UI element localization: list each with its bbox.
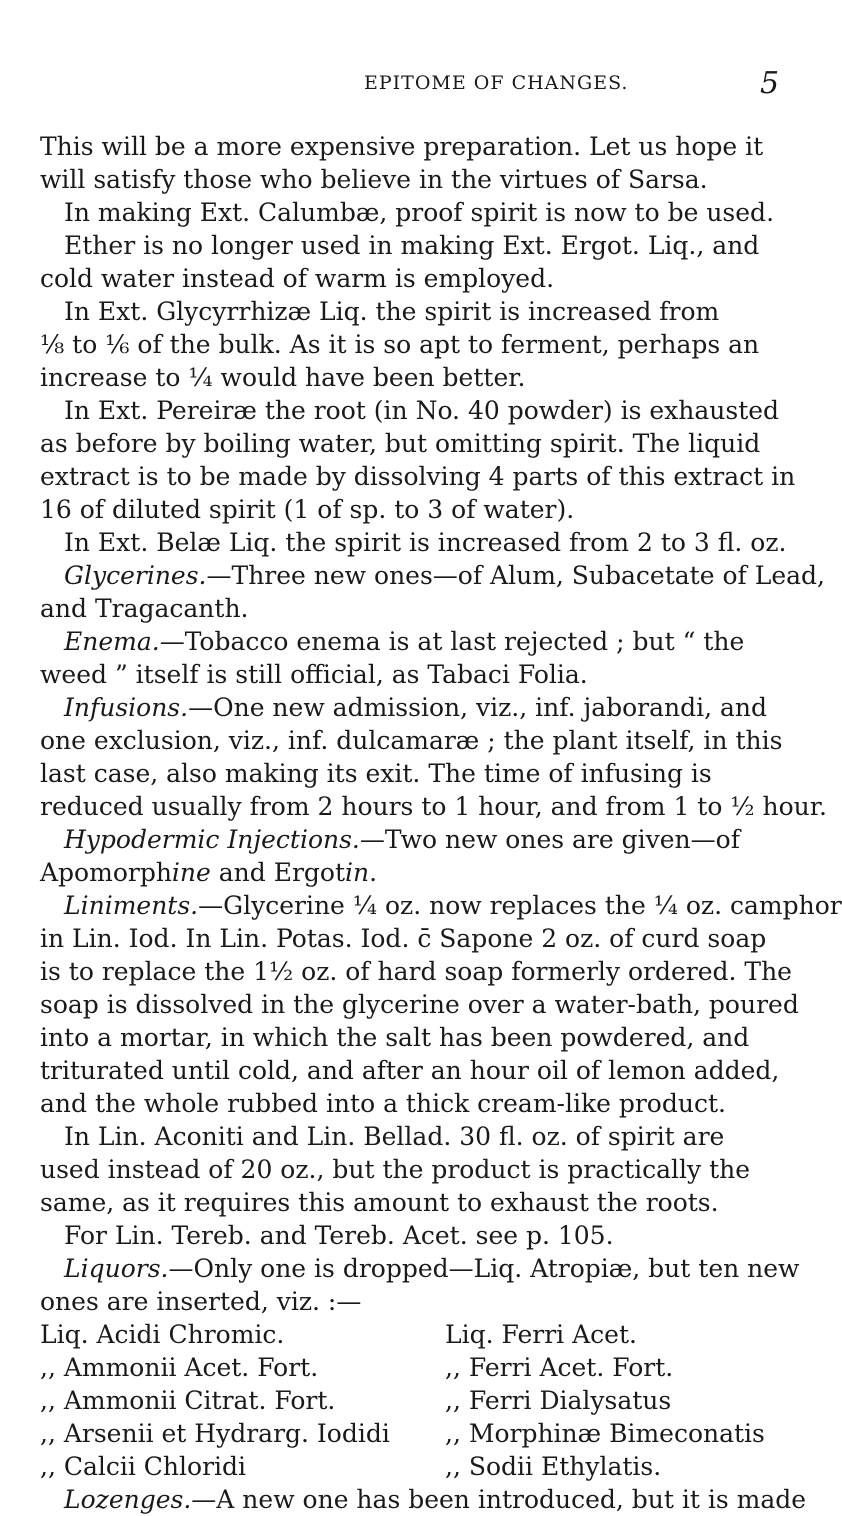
text-line: will satisfy those who believe in the virtues of Sarsa. bbox=[40, 165, 708, 194]
body-text bbox=[40, 130, 842, 1516]
text-run: —Tobacco enema is at last rejected ; but “ the bbox=[159, 627, 745, 656]
table-cell: Liq. Acidi Chromic. bbox=[40, 1320, 285, 1349]
section-heading: Glycerines. bbox=[64, 561, 207, 590]
text-line: into a mortar, in which the salt has been powdered, and bbox=[40, 1023, 750, 1052]
liniments-paragraph bbox=[40, 889, 842, 922]
table-cell: ,, Ammonii Citrat. Fort. bbox=[40, 1386, 336, 1415]
enema-paragraph bbox=[40, 625, 770, 658]
table-cell: ,, Calcii Chloridi bbox=[40, 1452, 247, 1481]
text-line: weed ” itself is still official, as Tabaci Folia. bbox=[40, 660, 588, 689]
text-line: In Ext. Belæ Liq. the spirit is increased from 2 to 3 fl. oz. bbox=[64, 528, 787, 557]
text-run: —Glycerine ¼ oz. now replaces the ¼ oz. camphor bbox=[198, 891, 842, 920]
text-run: . bbox=[369, 858, 378, 887]
text-line: Ether is no longer used in making Ext. Ergot. Liq., and bbox=[64, 231, 760, 260]
table-row bbox=[40, 1384, 770, 1417]
table-row bbox=[40, 1318, 770, 1351]
text-line: This will be a more expensive preparation. Let us hope it bbox=[40, 132, 764, 161]
page-number: 5 bbox=[760, 66, 780, 101]
section-heading: Infusions. bbox=[64, 693, 189, 722]
text-line: last case, also making its exit. The time of infusing is bbox=[40, 759, 712, 788]
section-heading: Enema. bbox=[64, 627, 160, 656]
text-line: triturated until cold, and after an hour oil of lemon added, bbox=[40, 1056, 780, 1085]
text-line: as before by boiling water, but omitting spirit. The liquid bbox=[40, 429, 761, 458]
text-line: extract is to be made by dissolving 4 parts of this extract in bbox=[40, 462, 796, 491]
text-line: soap is dissolved in the glycerine over a water-bath, poured bbox=[40, 990, 799, 1019]
text-line: In Lin. Aconiti and Lin. Bellad. 30 fl. oz. of spirit are bbox=[64, 1122, 725, 1151]
lozenges-paragraph bbox=[40, 1483, 807, 1516]
table-row bbox=[40, 1417, 770, 1450]
text-line: reduced usually from 2 hours to 1 hour, and from 1 to ½ hour. bbox=[40, 792, 827, 821]
table-row bbox=[40, 1351, 770, 1384]
section-heading: Hypodermic Injections. bbox=[64, 825, 360, 854]
text-line: same, as it requires this amount to exhaust the roots. bbox=[40, 1188, 719, 1217]
section-heading: Liniments. bbox=[64, 891, 199, 920]
table-row bbox=[40, 1450, 770, 1483]
infusions-paragraph bbox=[40, 691, 770, 724]
text-line: cold water instead of warm is employed. bbox=[40, 264, 555, 293]
text-line: In making Ext. Calumbæ, proof spirit is now to be used. bbox=[64, 198, 775, 227]
text-line: and Tragacanth. bbox=[40, 594, 249, 623]
text-run: —Two new ones are given—of bbox=[359, 825, 740, 854]
table-cell: Liq. Ferri Acet. bbox=[445, 1320, 637, 1349]
text-line: In Ext. Pereiræ the root (in No. 40 powder) is exhausted bbox=[64, 396, 780, 425]
text-line: ⅛ to ⅙ of the bulk. As it is so apt to ferment, perhaps an bbox=[40, 330, 760, 359]
italic-suffix: in bbox=[345, 858, 370, 887]
text-line: used instead of 20 oz., but the product is practically the bbox=[40, 1155, 751, 1184]
text-line bbox=[40, 856, 770, 889]
text-line: In Ext. Glycyrrhizæ Liq. the spirit is increased from bbox=[64, 297, 720, 326]
text-line: 16 of diluted spirit (1 of sp. to 3 of water). bbox=[40, 495, 575, 524]
text-run: —A new one has been introduced, but it is made bbox=[191, 1485, 807, 1514]
table-cell: ,, Ferri Acet. Fort. bbox=[445, 1353, 674, 1382]
hypodermic-paragraph bbox=[40, 823, 770, 856]
text-run: —Only one is dropped—Liq. Atropiæ, but ten new bbox=[168, 1254, 800, 1283]
page-header bbox=[0, 62, 801, 112]
text-line: is to replace the 1½ oz. of hard soap formerly ordered. The bbox=[40, 957, 792, 986]
italic-suffix: ine bbox=[171, 858, 211, 887]
text-run: —One new admission, viz., inf. jaborandi, and bbox=[188, 693, 768, 722]
text-line: one exclusion, viz., inf. dulcamaræ ; the plant itself, in this bbox=[40, 726, 783, 755]
glycerines-paragraph bbox=[40, 559, 825, 592]
text-run: Apomorph bbox=[40, 858, 172, 887]
table-cell: ,, Arsenii et Hydrarg. Iodidi bbox=[40, 1419, 390, 1448]
text-line: For Lin. Tereb. and Tereb. Acet. see p. 105. bbox=[64, 1221, 614, 1250]
running-head: EPITOME OF CHANGES. bbox=[364, 72, 629, 94]
text-line: in Lin. Iod. In Lin. Potas. Iod. c̄ Sapone 2 oz. of curd soap bbox=[40, 924, 767, 953]
liquors-table bbox=[40, 1318, 770, 1483]
text-line: increase to ¼ would have been better. bbox=[40, 363, 526, 392]
table-cell: ,, Sodii Ethylatis. bbox=[445, 1452, 662, 1481]
liquors-paragraph bbox=[40, 1252, 800, 1285]
text-line: ones are inserted, viz. :— bbox=[40, 1287, 362, 1316]
table-cell: ,, Ferri Dialysatus bbox=[445, 1386, 672, 1415]
text-run: —Three new ones—of Alum, Subacetate of Lead, bbox=[206, 561, 825, 590]
text-run: and Ergot bbox=[210, 858, 346, 887]
table-cell: ,, Morphinæ Bimeconatis bbox=[445, 1419, 765, 1448]
table-cell: ,, Ammonii Acet. Fort. bbox=[40, 1353, 319, 1382]
section-heading: Liquors. bbox=[64, 1254, 169, 1283]
section-heading: Lozenges. bbox=[64, 1485, 192, 1514]
text-line: and the whole rubbed into a thick cream-like product. bbox=[40, 1089, 726, 1118]
